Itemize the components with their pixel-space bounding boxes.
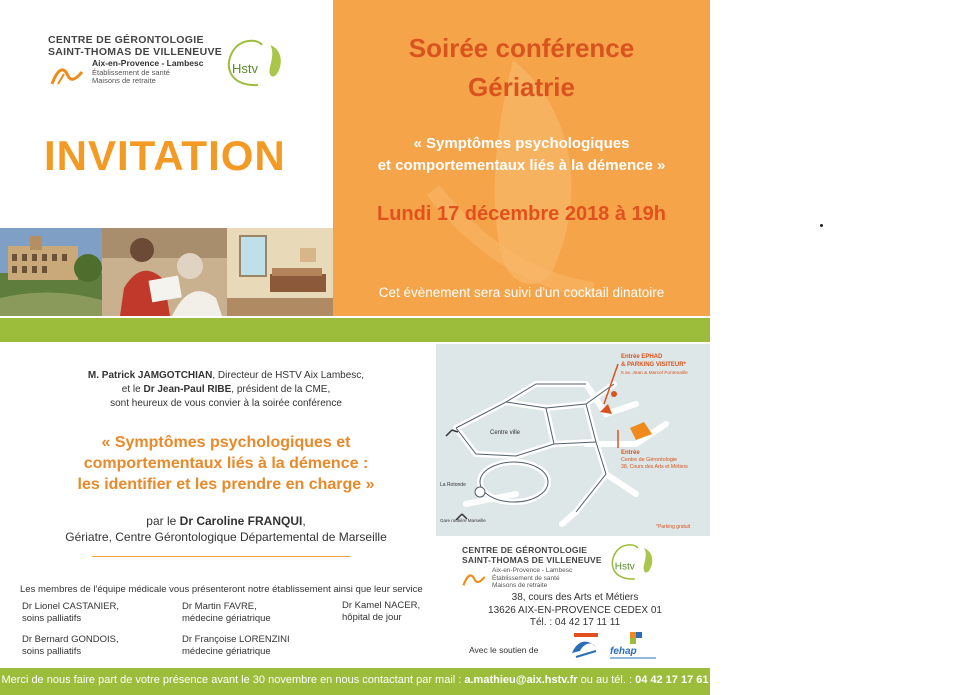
- logo-mark-icon: [50, 64, 84, 86]
- footer-phone[interactable]: 04 42 17 17 61: [635, 674, 709, 686]
- invitation-heading: INVITATION: [44, 132, 286, 179]
- footer-message: Merci de nous faire part de votre présence avant le 30 novembre en nous contactant par mail :: [1, 674, 465, 686]
- hstv-logo-icon: [604, 538, 664, 586]
- member-role: soins palliatifs: [22, 646, 82, 657]
- team-member: [342, 600, 420, 624]
- hosts-line-3: sont heureux de vous convier à la soirée conférence: [110, 398, 342, 409]
- team-member: [22, 601, 119, 625]
- address-tel: Tél. : 04 42 17 11 11: [529, 617, 621, 628]
- conference-title: [30, 432, 422, 495]
- fehap-text: fehap: [610, 646, 637, 657]
- footer-logo: [462, 545, 612, 589]
- hosts-paragraph: [40, 369, 412, 411]
- map-label-gare: Gare routière Marseille: [440, 518, 486, 523]
- logo-mark-icon: [462, 571, 486, 587]
- host-2-pre: et le: [121, 384, 144, 395]
- member-name: Dr Martin FAVRE,: [182, 601, 257, 612]
- host-2-name: Dr Jean-Paul RIBE: [143, 384, 232, 395]
- hstv-text: Hstv: [232, 61, 258, 76]
- footer-mid: ou au tél. :: [577, 674, 636, 686]
- conference-title-line-1: « Symptômes psychologiques et: [101, 434, 351, 451]
- hstv-text: Hstv: [614, 561, 635, 573]
- host-2-role: , président de la CME,: [231, 384, 331, 395]
- team-member: [182, 601, 271, 625]
- member-role: médecine gériatrique: [182, 613, 271, 624]
- topic-line-1: « Symptômes psychologiques: [413, 135, 630, 152]
- logo-subtitle: [492, 567, 572, 590]
- team-intro: Les membres de l'équipe médicale vous présenteront notre établissement ainsi que leur service: [20, 584, 423, 595]
- event-title-1: Soirée conférence: [408, 33, 635, 63]
- event-date: Lundi 17 décembre 2018 à 19h: [376, 203, 667, 225]
- support-label: Avec le soutien de: [469, 645, 539, 655]
- room-photo: [227, 228, 333, 316]
- divider-line: [92, 556, 350, 557]
- logo-sub-2: Maisons de retraite: [492, 582, 548, 589]
- member-role: hôpital de jour: [342, 612, 402, 623]
- entry-2-line-2: Centre de Gérontologie: [621, 457, 678, 463]
- entry-2-line-1: Entrée: [621, 450, 640, 456]
- host-1-role: , Directeur de HSTV Aix Lambesc,: [212, 370, 365, 381]
- event-note: Cet évènement sera suivi d'un cocktail dinatoire: [378, 285, 665, 300]
- speaker-role: Gériatre, Centre Gérontologique Départemental de Marseille: [65, 530, 387, 544]
- team-member: [182, 634, 290, 658]
- event-panel: [333, 0, 710, 316]
- stray-dot: [820, 224, 823, 227]
- address-line-2: 13626 AIX-EN-PROVENCE CEDEX 01: [488, 604, 662, 616]
- logo-sub-1: Établissement de santé: [92, 67, 170, 77]
- caregiver-photo: [102, 228, 227, 316]
- logo-line-1: CENTRE DE GÉRONTOLOGIE: [462, 545, 588, 555]
- speaker-block: [30, 513, 422, 545]
- speaker-post: ,: [302, 514, 306, 528]
- footer-email[interactable]: a.mathieu@aix.hstv.fr: [464, 674, 578, 686]
- logo-sub-1: Établissement de santé: [492, 574, 560, 582]
- logo-place: Aix-en-Provence - Lambesc: [492, 567, 573, 574]
- entry-1-line-3: 5 av. Jean & Marcel Fontenaille: [621, 371, 688, 376]
- entry-1-line-1: Entrée EPHAD: [621, 354, 663, 360]
- access-map: [436, 344, 710, 536]
- host-1-name: M. Patrick JAMGOTCHIAN: [87, 370, 213, 381]
- logo-sub-2: Maisons de retraite: [92, 76, 156, 85]
- map-roundabout-icon: [475, 487, 485, 497]
- entry-1-line-2: & PARKING VISITEUR*: [621, 362, 686, 368]
- entry-2-line-3: 38, Cours des Arts et Métiers: [621, 464, 688, 470]
- member-name: Dr Lionel CASTANIER,: [22, 601, 119, 612]
- map-parking-note: *Parking gratuit: [656, 524, 691, 530]
- member-name: Dr Kamel NACER,: [342, 600, 421, 611]
- member-role: soins palliatifs: [22, 613, 82, 624]
- map-label-la-rotonde: La Rotonde: [440, 482, 466, 488]
- region-logo-icon: [566, 629, 606, 661]
- header-logo: [48, 34, 223, 85]
- photo-strip: [0, 228, 333, 316]
- member-role: médecine gériatrique: [182, 646, 271, 657]
- logo-line-1: CENTRE DE GÉRONTOLOGIE: [48, 34, 204, 46]
- conference-title-line-2: comportementaux liés à la démence :: [83, 455, 369, 472]
- topic-line-2: et comportementaux liés à la démence »: [377, 157, 666, 174]
- fehap-logo-icon: [604, 630, 662, 664]
- team-member: [22, 634, 119, 658]
- event-title-2: Gériatrie: [468, 72, 575, 102]
- logo-line-2: SAINT-THOMAS DE VILLENEUVE: [48, 46, 223, 58]
- footer-text: [0, 674, 710, 686]
- address-line-1: 38, cours des Arts et Métiers: [511, 592, 639, 603]
- speaker-pre: par le: [146, 514, 180, 528]
- logo-line-2: SAINT-THOMAS DE VILLENEUVE: [462, 555, 602, 565]
- event-topic: [333, 133, 710, 177]
- hstv-logo-icon: [218, 35, 296, 91]
- member-name: Dr Françoise LORENZINI: [182, 634, 290, 645]
- green-divider: [0, 318, 710, 342]
- conference-title-line-3: les identifier et les prendre en charge »: [77, 476, 375, 493]
- member-name: Dr Bernard GONDOIS,: [22, 634, 119, 645]
- address-block: [470, 592, 680, 630]
- logo-place: Aix-en-Provence - Lambesc: [92, 58, 204, 68]
- logo-subtitle: [92, 59, 203, 86]
- building-photo: [0, 228, 102, 316]
- speaker-name: Dr Caroline FRANQUI: [179, 514, 303, 528]
- map-label-centre-ville: Centre ville: [490, 430, 521, 436]
